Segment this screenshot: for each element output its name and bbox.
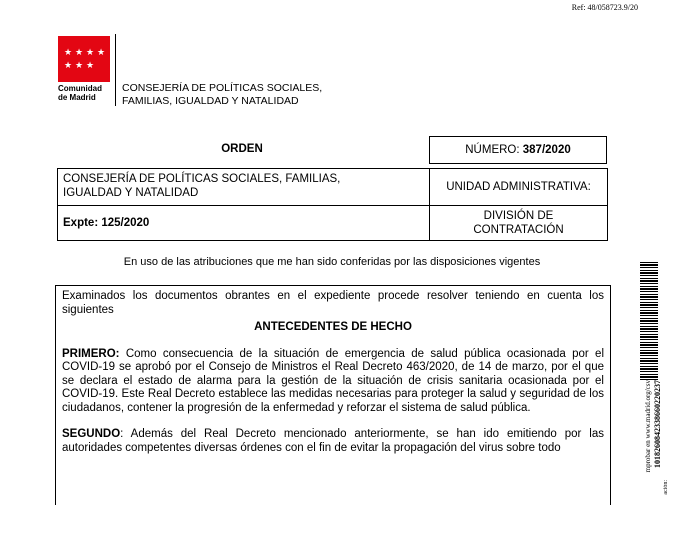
logo-text: Comunidad de Madrid xyxy=(58,84,102,102)
consejeria-cell: CONSEJERÍA DE POLÍTICAS SOCIALES, FAMILIAS, IGUALDAD Y NATALIDAD xyxy=(57,168,429,206)
verification-url: mprobar en www.madrid.org/csv xyxy=(644,380,652,473)
antecedentes-box xyxy=(55,285,611,505)
verification-code: 1018260842338660220237 xyxy=(653,380,662,468)
orden-title: ORDEN xyxy=(221,143,263,155)
star-icon: ★ xyxy=(75,60,84,70)
examinados-paragraph: Examinados los documentos obrantes en el expediente procede resolver teniendo en cuenta los siguientes xyxy=(62,290,604,316)
star-icon: ★ xyxy=(64,60,73,70)
verification-margin xyxy=(644,380,670,520)
primero-paragraph: PRIMERO: Como consecuencia de la situación de emergencia de salud pública ocasionada por el COVID-19 se aprobó por el Consejo de Ministros el Real Decreto 463/2020, de 14 de marzo, por el que se declara el estado de alarma para la gestión de la situación de crisis sanitaria ocasionada por el COVID-19. Este Real Decreto establece las medidas necesarias para proteger la salud y seguridad de los ciudadanos, contener la progresión de la enfermedad y reforzar el sistema de salud pública. xyxy=(62,347,604,414)
numero-label: NÚMERO: xyxy=(465,144,520,156)
segundo-paragraph: SEGUNDO: Además del Real Decreto mencionado anteriormente, se han ido emitiendo por las autoridades competentes diversas órdenes con el fin de evitar la propagación del virus sobre todo xyxy=(62,428,604,454)
antecedentes-heading: ANTECEDENTES DE HECHO xyxy=(254,321,412,333)
intro-text: En uso de las atribuciones que me han sido conferidas por las disposiciones vigentes xyxy=(123,256,541,268)
comunidad-madrid-logo xyxy=(58,36,110,102)
star-icon: ★ xyxy=(97,47,106,57)
star-icon: ★ xyxy=(75,47,84,57)
logo-red-flag xyxy=(58,36,110,82)
unidad-cell: UNIDAD ADMINISTRATIVA: xyxy=(429,168,608,206)
star-icon: ★ xyxy=(86,47,95,57)
reference-number: Ref: 48/058723.9/20 xyxy=(571,3,638,12)
star-icon: ★ xyxy=(86,60,95,70)
consejeria-header: CONSEJERÍA DE POLÍTICAS SOCIALES, FAMILIAS, IGUALDAD Y NATALIDAD xyxy=(122,82,323,107)
star-icon: ★ xyxy=(64,47,73,57)
numero-box xyxy=(429,136,607,164)
expte-cell: Expte: 125/2020 xyxy=(57,205,429,241)
verification-small: ación: xyxy=(663,480,669,495)
numero-value: 387/2020 xyxy=(522,144,571,156)
barcode xyxy=(640,262,658,382)
division-cell: DIVISIÓN DE CONTRATACIÓN xyxy=(429,205,608,241)
logo-divider xyxy=(115,34,116,106)
